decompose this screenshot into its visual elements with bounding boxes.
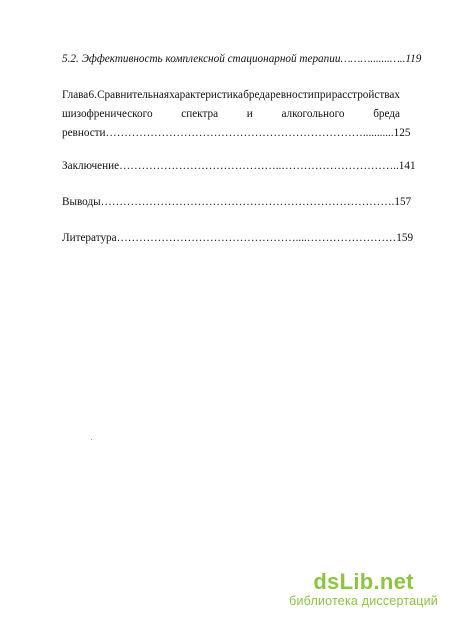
toc-entry-section-5-2	[62, 52, 422, 66]
toc-page-number: 157	[394, 196, 412, 208]
toc-word: шизофренического	[62, 108, 153, 120]
toc-entry-title: Литература	[62, 232, 117, 244]
toc-word: ревности	[270, 89, 314, 101]
toc-word: и	[246, 108, 253, 120]
toc-word: Сравнительная	[97, 89, 169, 101]
toc-entry-title: ревности	[62, 127, 106, 139]
watermark	[289, 570, 438, 609]
toc-entry-chapter-6-line-1	[62, 88, 400, 102]
toc-entry-conclusion	[62, 159, 416, 173]
toc-entry-title: 5.2. Эффективность комплексной стационарной терапии	[62, 53, 341, 65]
toc-leader-dots: …………………………………………………………………….	[100, 196, 395, 208]
toc-page-number: 159	[396, 232, 414, 244]
toc-word: характеристика	[169, 89, 243, 101]
toc-word: расстройствах	[331, 89, 400, 101]
toc-word: Глава	[62, 89, 89, 101]
toc-word: при	[313, 89, 332, 101]
toc-page-number: 119	[405, 53, 422, 65]
toc-entry-literature	[62, 231, 414, 245]
toc-entry-findings	[62, 195, 412, 209]
toc-word: алкогольного	[281, 108, 345, 120]
toc-entry-title: Выводы	[62, 196, 101, 208]
toc-page-number: 125	[393, 127, 411, 139]
toc-word: 6.	[88, 89, 97, 101]
toc-entry-title: Заключение	[62, 160, 120, 172]
toc-page-number: 141	[398, 160, 416, 172]
toc-leader-dots: ……….......…..	[340, 53, 406, 65]
watermark-logo: dsLib.net	[313, 569, 414, 594]
watermark-subtitle: библиотека диссертаций	[289, 594, 438, 608]
toc-leader-dots: …………………………………………....……………………	[116, 232, 397, 244]
toc-word: бреда	[373, 108, 400, 120]
toc-word: бреда	[243, 89, 270, 101]
toc-entry-chapter-6-line-3	[62, 126, 411, 140]
toc-entry-chapter-6-line-2	[62, 107, 400, 121]
toc-word: спектра	[181, 108, 219, 120]
toc-leader-dots: ……………………………………………………………...........	[105, 127, 394, 139]
toc-leader-dots: ……………………………………..…………………………..	[119, 160, 399, 172]
scan-speck	[91, 439, 92, 440]
